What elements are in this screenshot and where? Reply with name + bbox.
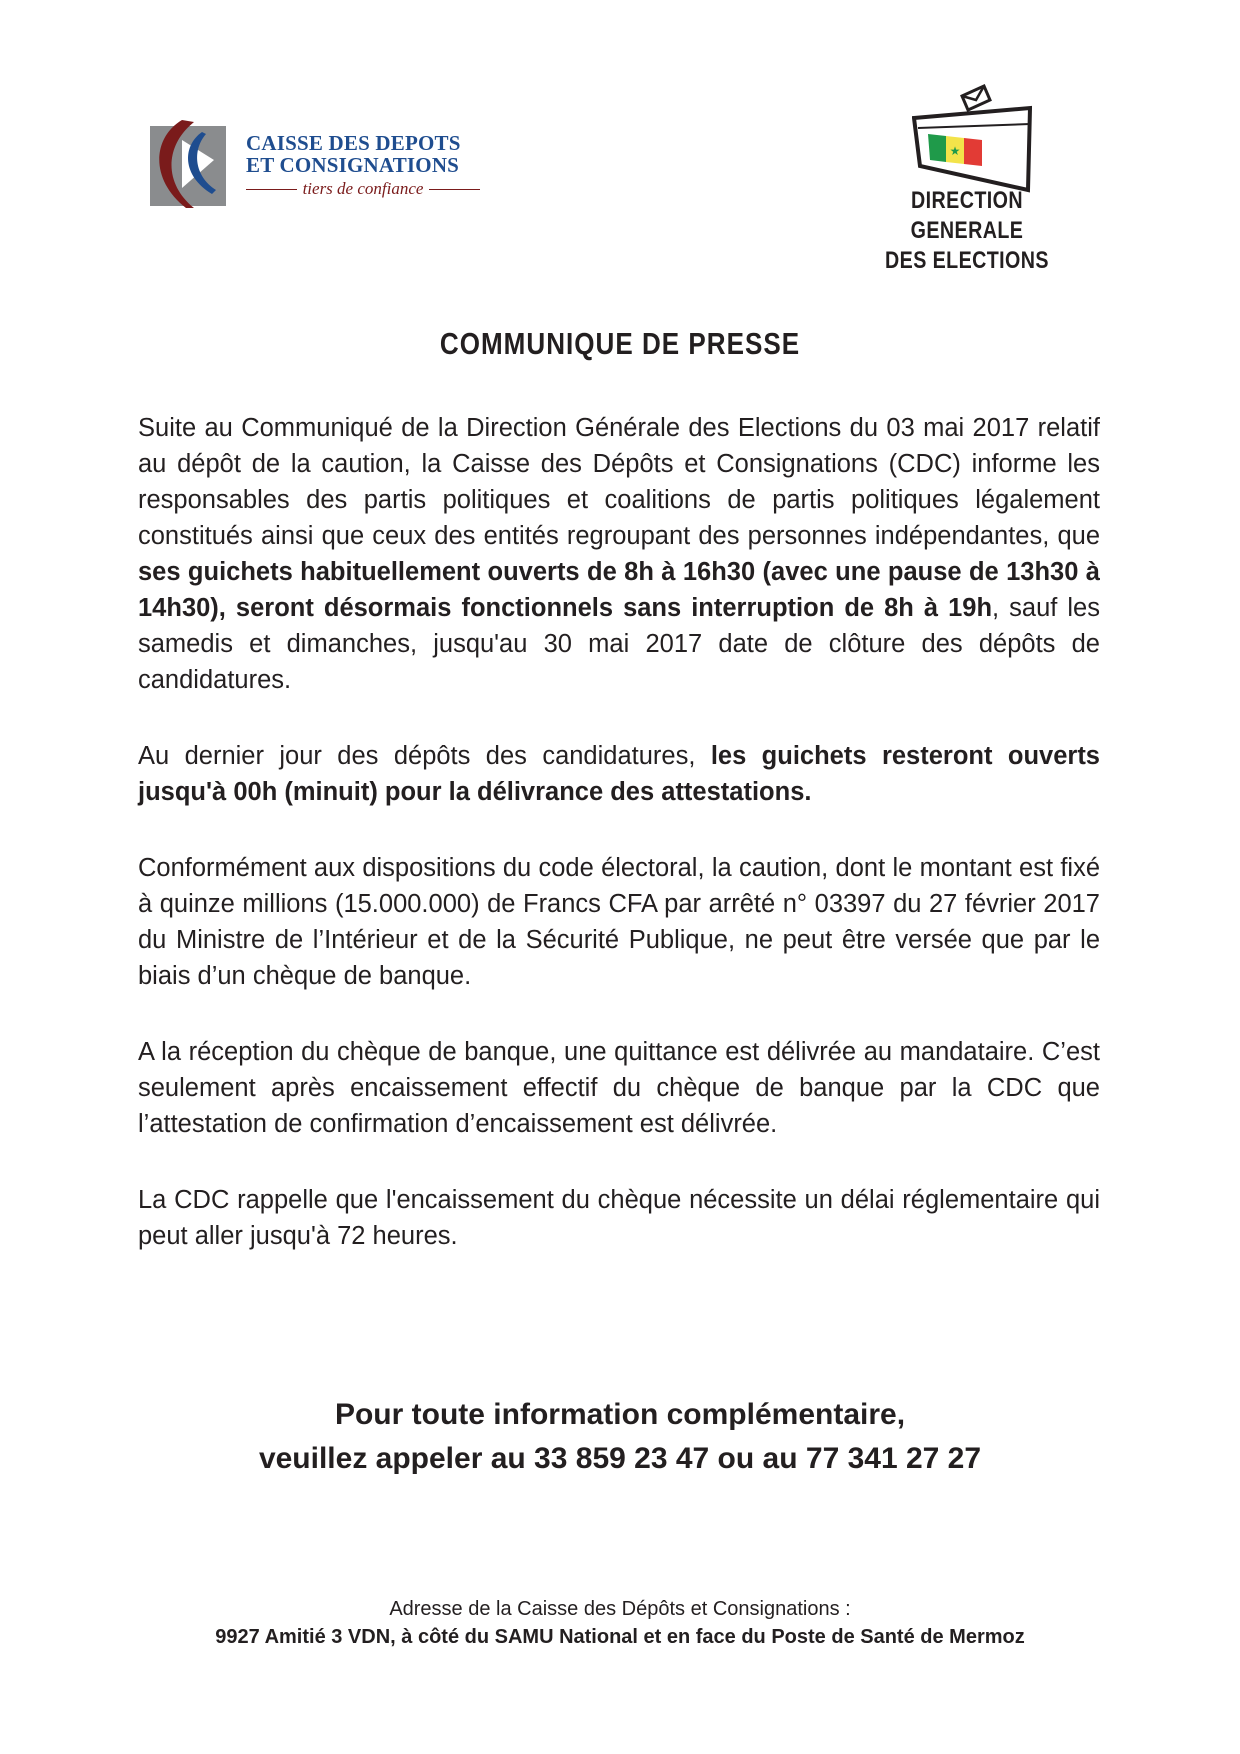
- address-label: Adresse de la Caisse des Dépôts et Consignations :: [389, 1598, 851, 1620]
- tagline-text: tiers de confiance: [302, 179, 424, 198]
- divider: [429, 189, 480, 190]
- cdc-name-line1: CAISSE DES DEPOTS: [246, 131, 461, 155]
- p1-text-c: , sauf les samedis et dimanches, jusqu'au 30 mai 2017 date de clôture des dépôts de candidatures.: [138, 594, 1100, 694]
- p2-text-a: Au dernier jour des dépôts des candidatures,: [138, 742, 711, 770]
- cdc-tagline: [246, 179, 480, 199]
- contact-line-1: Pour toute information complémentaire,: [334, 1398, 906, 1431]
- paragraph-1: [138, 410, 1100, 698]
- p1-bold-hours: ses guichets habituellement ouverts de 8h à 16h30 (avec une pause de 13h30 à 14h30), seront désormais fonctionnels sans interruption de 8h à 19h: [138, 558, 1100, 622]
- page-title: COMMUNIQUE DE PRESSE: [439, 326, 801, 361]
- paragraph-4: A la réception du chèque de banque, une quittance est délivrée au mandataire. C’est seulement après encaissement effectif du chèque de banque par la CDC que l’attestation de confirmation d’encaissement est délivrée.: [138, 1038, 1100, 1138]
- svg-text:★: ★: [949, 144, 961, 158]
- dge-name-line2: DES ELECTIONS: [885, 247, 1049, 274]
- address-text: 9927 Amitié 3 VDN, à côté du SAMU National et en face du Poste de Santé de Mermoz: [215, 1626, 1025, 1648]
- paragraph-2: [138, 738, 1100, 810]
- cdc-name: [246, 132, 461, 176]
- dge-name: [856, 186, 1077, 276]
- cdc-logo: [142, 112, 482, 212]
- press-body: [138, 410, 1100, 1294]
- p1-text-a: Suite au Communiqué de la Direction Générale des Elections du 03 mai 2017 relatif au dépôt de la caution, la Caisse des Dépôts et Consignations (CDC) informe les responsables des partis politiques et coalitions de partis politiques légalement constitués ainsi que ceux des entités regroupant des personnes indépendantes, que: [138, 414, 1100, 550]
- cdc-name-line2: ET CONSIGNATIONS: [246, 153, 460, 177]
- paragraph-5: La CDC rappelle que l'encaissement du chèque nécessite un délai réglementaire qui peut aller jusqu'à 72 heures.: [138, 1186, 1100, 1250]
- contact-line-2-phones: veuillez appeler au 33 859 23 47 ou au 77 341 27 27: [258, 1442, 982, 1475]
- ballot-box-icon: [912, 78, 1032, 196]
- dge-name-line1: DIRECTION GENERALE: [910, 187, 1024, 244]
- footer-address: [0, 1595, 1240, 1651]
- dge-logo: [832, 78, 1102, 274]
- cdc-emblem-icon: [142, 118, 234, 210]
- p2-bold-midnight: les guichets resteront ouverts jusqu'à 00h (minuit) pour la délivrance des attestations.: [138, 742, 1100, 806]
- divider: [246, 189, 297, 190]
- paragraph-3: Conformément aux dispositions du code électoral, la caution, dont le montant est fixé à quinze millions (15.000.000) de Francs CFA par arrêté n° 03397 du 27 février 2017 du Ministre de l’Intérieur et de la Sécurité Publique, ne peut être versée que par le biais d’un chèque de banque.: [138, 854, 1100, 990]
- contact-info: [0, 1393, 1240, 1481]
